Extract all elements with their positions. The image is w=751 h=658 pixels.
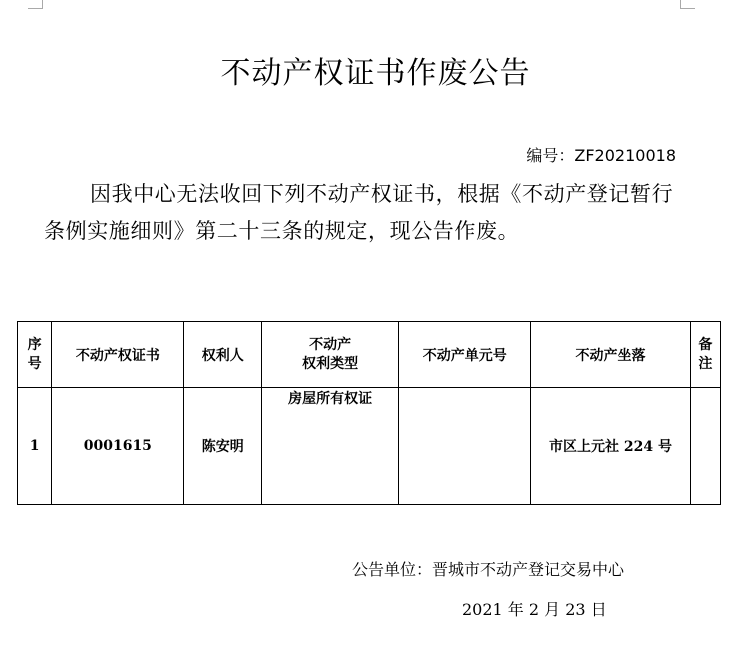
header-remark xyxy=(690,322,720,388)
header-right-type xyxy=(262,322,399,388)
cell-seq: 1 xyxy=(18,388,52,505)
header-type-line2: 权利类型 xyxy=(302,355,359,372)
cell-right-type: 房屋所有权证 xyxy=(262,388,399,505)
notice-body: 因我中心无法收回下列不动产权证书，根据《不动产登记暂行条例实施细则》第二十三条的规定，现公告作废。 xyxy=(44,182,674,243)
header-remark-line2: 注 xyxy=(698,355,713,372)
cell-location: 市区上元社 224 号 xyxy=(531,388,690,505)
header-cert: 不动产权证书 xyxy=(52,322,184,388)
header-seq xyxy=(18,322,52,388)
table-header-row xyxy=(18,322,721,388)
cell-owner: 陈安明 xyxy=(184,388,262,505)
document-number: 编号：ZF20210018 xyxy=(526,146,676,165)
page-title: 不动产权证书作废公告 xyxy=(220,56,531,91)
header-seq-line1: 序 xyxy=(27,336,42,353)
cell-cert-number: 0001615 xyxy=(52,388,184,505)
certificate-table xyxy=(17,321,721,505)
page-corner-mark-right xyxy=(680,0,695,9)
header-location: 不动产坐落 xyxy=(531,322,690,388)
table-row xyxy=(18,388,721,505)
page-corner-mark-left xyxy=(28,0,43,9)
notice-unit: 公告单位：晋城市不动产登记交易中心 xyxy=(352,560,625,579)
header-unit-number: 不动产单元号 xyxy=(399,322,531,388)
header-owner: 权利人 xyxy=(184,322,262,388)
header-remark-line1: 备 xyxy=(698,336,713,353)
notice-date: 2021 年 2 月 23 日 xyxy=(462,600,607,619)
cell-remark xyxy=(690,388,720,505)
cell-unit-number xyxy=(399,388,531,505)
header-seq-line2: 号 xyxy=(27,355,42,372)
header-type-line1: 不动产 xyxy=(309,336,352,353)
